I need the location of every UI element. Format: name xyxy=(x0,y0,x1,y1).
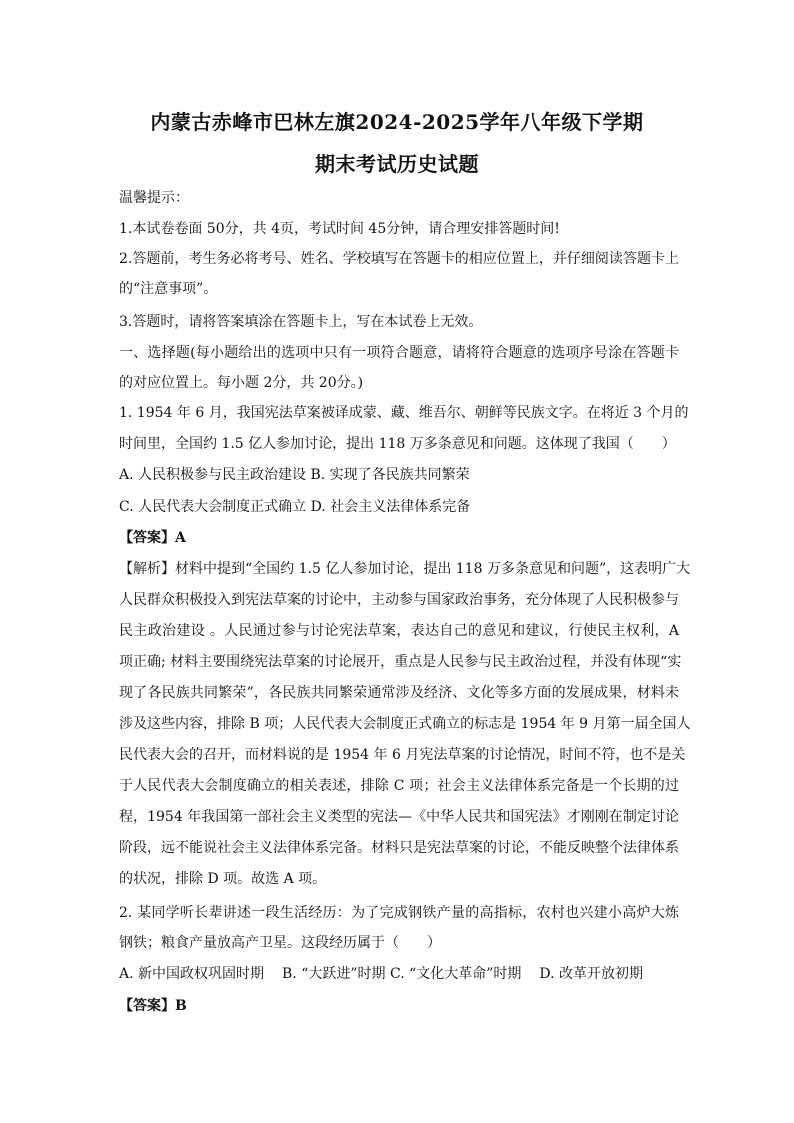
tip-item-2-line-2: 的“注意事项”。 xyxy=(119,281,218,297)
question-1-analysis-line: 程，1954 年我国第一部社会主义类型的宪法—《中华人民共和国宪法》才刚刚在制定讨论 xyxy=(119,809,679,825)
tips-heading: 温馨提示： xyxy=(119,190,189,206)
question-1-analysis-line: 民代表大会的召开，而材料说的是 1954 年 6 月宪法草案的讨论情况，时间不符，也不是关 xyxy=(119,747,686,763)
tip-item-1: 1.本试卷卷面 50分，共 4页，考试时间 45分钟，请合理安排答题时间! xyxy=(119,221,560,237)
tip-item-3: 3.答题时，请将答案填涂在答题卡上，写在本试卷上无效。 xyxy=(119,314,483,330)
question-1-options-line-1: A. 人民积极参与民主政治建设 B. 实现了各民族共同繁荣 xyxy=(119,467,470,483)
question-1-analysis-line: 涉及这些内容，排除 B 项；人民代表大会制度正式确立的标志是 1954 年 9 月第一届全国人 xyxy=(119,716,691,732)
question-1-analysis-line: 【解析】材料中提到“全国约 1.5 亿人参加讨论，提出 118 万多条意见和问题”，这表明广大 xyxy=(119,561,691,577)
question-1-options-line-2: C. 人民代表大会制度正式确立 D. 社会主义法律体系完备 xyxy=(119,499,471,515)
tip-item-2-line-1: 2.答题前，考生务必将考号、姓名、学校填写在答题卡的相应位置上，并仔细阅读答题卡上 xyxy=(119,251,679,267)
question-2-stem-line-1: 2. 某同学听长辈讲述一段生活经历：为了完成钢铁产量的高指标，农村也兴建小高炉大炼 xyxy=(119,905,679,921)
question-2-answer: 【答案】B xyxy=(119,998,187,1014)
question-2-stem-line-2: 钢铁；粮食产量放高产卫星。这段经历属于（ ） xyxy=(119,935,441,951)
question-1-analysis-line: 人民群众积极投入到宪法草案的讨论中，主动参与国家政治事务，充分体现了人民积极参与 xyxy=(119,592,679,608)
question-1-analysis-line: 阶段，远不能说社会主义法律体系完备。材料只是宪法草案的讨论，不能反映整个法律体系 xyxy=(119,840,679,856)
section-1-heading-line-2: 的对应位置上。每小题 2分，共 20分。) xyxy=(119,375,364,391)
question-2-option-b: B. “大跃进”时期 xyxy=(282,966,386,982)
exam-title-line1: 内蒙古赤峰市巴林左旗2024-2025学年八年级下学期 xyxy=(150,110,644,134)
exam-title-line2: 期末考试历史试题 xyxy=(315,152,479,176)
question-1-analysis-line: 现了各民族共同繁荣”，各民族共同繁荣通常涉及经济、文化等多方面的发展成果，材料未 xyxy=(119,685,679,701)
question-2-option-a: A. 新中国政权巩固时期 xyxy=(119,966,265,982)
question-1-analysis-line: 项正确; 材料主要围绕宪法草案的讨论展开，重点是人民参与民主政治过程，并没有体现“实 xyxy=(119,654,682,670)
question-1-analysis-line: 的状况，排除 D 项。故选 A 项。 xyxy=(119,871,327,887)
question-1-stem-line-1: 1. 1954 年 6 月，我国宪法草案被译成蒙、藏、维吾尔、朝鲜等民族文字。在将近 3 个月的 xyxy=(119,405,689,421)
question-1-analysis-line: 民主政治建设 。人民通过参与讨论宪法草案，表达自己的意见和建议，行使民主权利，A xyxy=(119,623,679,639)
section-1-heading-line-1: 一、选择题(每小题给出的选项中只有一项符合题意，请将符合题意的选项序号涂在答题卡 xyxy=(119,345,679,361)
question-2-options xyxy=(119,964,679,984)
question-2-option-d: D. 改革开放初期 xyxy=(539,966,644,982)
question-2-option-c: C. “文化大革命”时期 xyxy=(389,966,522,982)
question-1-stem-line-2: 时间里，全国约 1.5 亿人参加讨论，提出 118 万多条意见和问题。这体现了我国（ ） xyxy=(119,436,676,452)
question-1-answer: 【答案】A xyxy=(119,530,186,546)
question-1-analysis-line: 于人民代表大会制度确立的相关表述，排除 C 项；社会主义法律体系完备是一个长期的过 xyxy=(119,778,679,794)
